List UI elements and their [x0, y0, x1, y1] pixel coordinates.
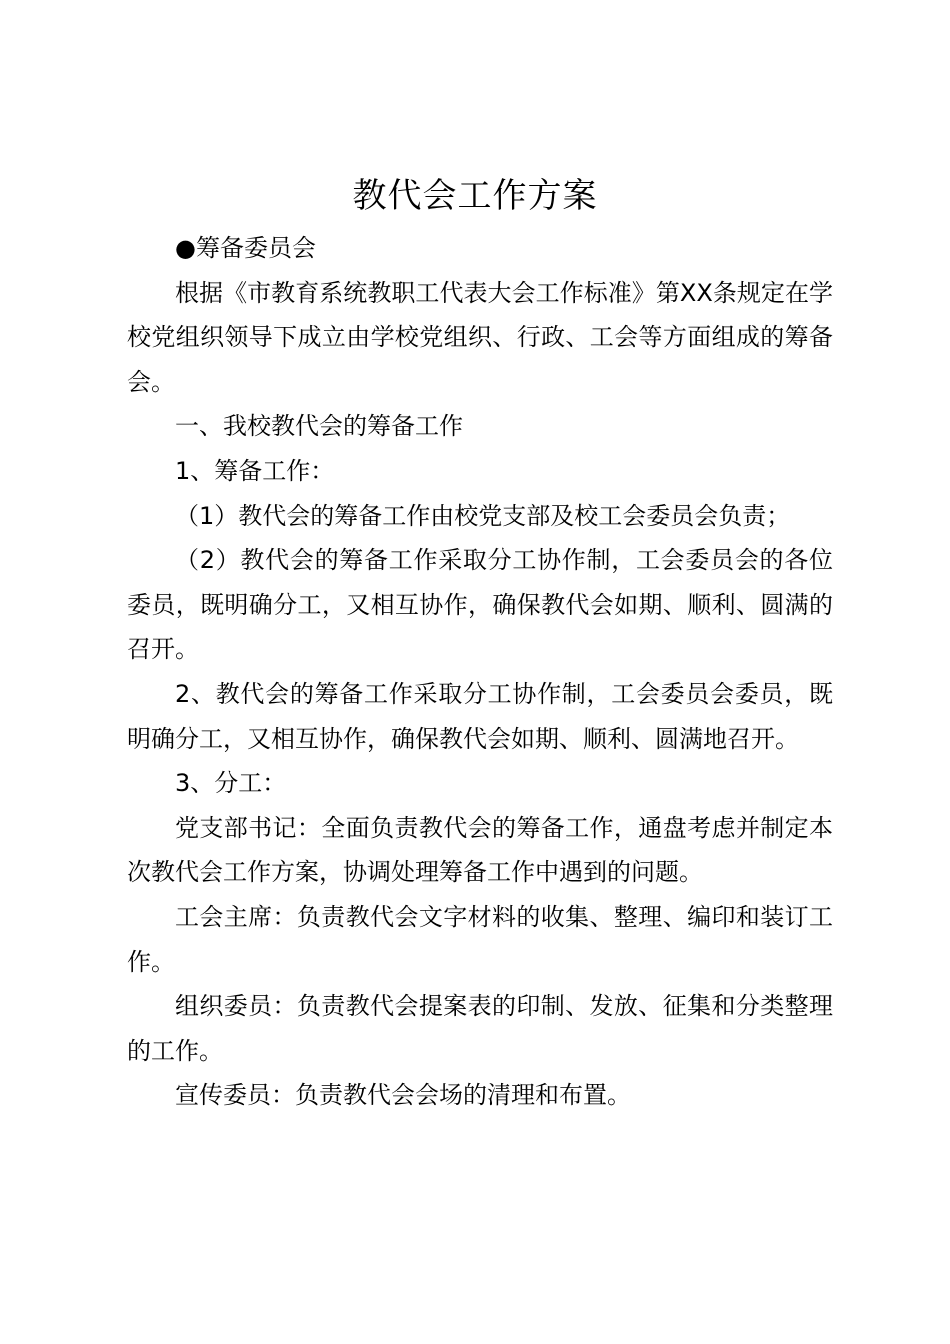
subsection-heading: 1、筹备工作：	[175, 456, 335, 485]
document-body	[127, 226, 833, 1118]
section-heading: ●筹备委员会	[175, 234, 316, 262]
list-item: （2）教代会的筹备工作采取分工协作制，工会委员会的各位委员，既明确分工，又相互协作，确保教代会如期、顺利、圆满的召开。	[127, 546, 833, 664]
list-item: （1）教代会的筹备工作由校党支部及校工会委员会负责；	[175, 501, 791, 530]
paragraph: 根据《市教育系统教职工代表大会工作标准》第XX条规定在学校党组织领导下成立由学校党组织、行政、工会等方面组成的筹备会。	[127, 278, 833, 396]
role-duty-paragraph: 工会主席：负责教代会文字材料的收集、整理、编印和装订工作。	[127, 902, 833, 976]
subsection-heading: 3、分工：	[175, 769, 287, 798]
role-duty-paragraph: 组织委员：负责教代会提案表的印制、发放、征集和分类整理的工作。	[127, 992, 833, 1065]
document-title: 教代会工作方案	[352, 176, 598, 216]
role-duty-paragraph: 宣传委员：负责教代会会场的清理和布置。	[175, 1081, 631, 1110]
section-heading: 一、我校教代会的筹备工作	[175, 412, 463, 441]
paragraph: 2、教代会的筹备工作采取分工协作制，工会委员会委员，既明确分工，又相互协作，确保教代会如期、顺利、圆满地召开。	[127, 679, 833, 753]
role-duty-paragraph: 党支部书记：全面负责教代会的筹备工作，通盘考虑并制定本次教代会工作方案，协调处理筹备工作中遇到的问题。	[127, 813, 833, 887]
